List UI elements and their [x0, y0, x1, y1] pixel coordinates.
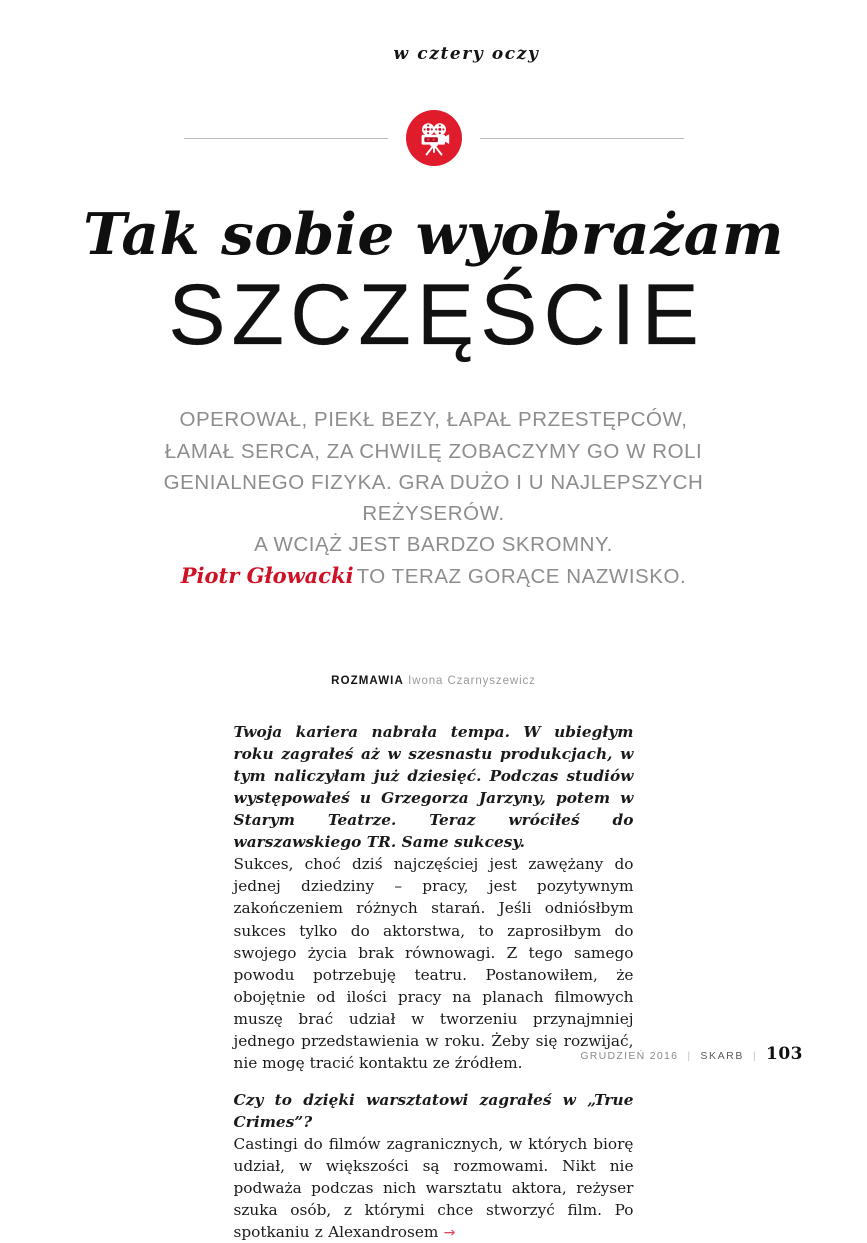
deck-line-5-rest: TO TERAZ GORĄCE NAZWISKO. [356, 565, 687, 589]
icon-divider-row [184, 110, 684, 166]
divider-rule-right [480, 138, 684, 139]
interview-question-1: Twoja kariera nabrała tempa. W ubiegłym roku zagrałeś aż w szesnastu produkcjach, w tym naliczyłam już dziesięć. Podczas studiów występowałeś u Grzegorza Jarzyny, potem w Starym Teatrze. Teraz wróciłeś do warszawskiego TR. Same sukcesy. [233, 723, 634, 852]
deck-line-1: OPEROWAŁ, PIEKŁ BEZY, ŁAPAŁ PRZESTĘPCÓW, [179, 408, 688, 432]
paragraph-gap [234, 1074, 634, 1089]
headline-script-line: Tak sobie wyobrażam [83, 201, 784, 268]
running-head: w cztery oczy [393, 44, 540, 64]
byline-label: ROZMAWIA [331, 675, 404, 688]
byline [331, 675, 536, 687]
deck-line-3: GENIALNEGO FIZYKA. GRA DUŻO I U NAJLEPSZYCH REŻYSERÓW. [163, 470, 704, 525]
deck-line-4: A WCIĄŻ JEST BARDZO SKROMNY. [254, 533, 613, 557]
interview-answer-2 [234, 1133, 634, 1243]
deck-line-2: ŁAMAŁ SERCA, ZA CHWILĘ ZOBACZYMY GO W ROLI [164, 439, 703, 463]
interview-question-2: Czy to dzięki warsztatowi zagrałeś w „True Crimes”? [233, 1090, 634, 1131]
deck-standfirst [124, 404, 744, 592]
footer-issue-date: GRUDZIEŃ 2016 [580, 1050, 679, 1062]
footer-separator-1: | [687, 1050, 692, 1062]
byline-author: Iwona Czarnyszewicz [408, 675, 536, 688]
deck-line-5 [124, 560, 744, 592]
footer-page-number: 103 [766, 1044, 803, 1064]
footer-brand: SKARB [700, 1050, 744, 1062]
subject-name-highlight: Piotr Głowacki [180, 563, 354, 589]
headline-display-word: SZCZĘŚCIE [168, 267, 705, 364]
page-footer [580, 1044, 803, 1064]
article-body [234, 721, 634, 1243]
interview-answer-2-text: Castingi do filmów zagranicznych, w których biorę udział, w większości są rozmowami. Nikt nie podważa podczas nich warsztatu aktora, reżyser szuka osób, z którymi chce stworzyć film. Po spotkaniu z Alexandrosem [233, 1134, 634, 1241]
divider-rule-left [184, 138, 388, 139]
footer-separator-2: | [752, 1050, 757, 1062]
interview-answer-1: Sukces, choć dziś najczęściej jest zawężany do jednej dziedziny – pracy, jest pozytywnym zakończeniem różnych starań. Jeśli odniósłbym sukces tylko do aktorstwa, to zaprosiłbym do swojego życia brak równowagi. Z tego samego powodu potrzebuję teatru. Postanowiłem, że obojętnie od ilości pracy na planach filmowych muszę brać udział w tworzeniu przynajmniej jednego przedstawienia w roku. Żeby się rozwijać, nie mogę tracić kontaktu ze źródłem. [233, 855, 634, 1072]
continuation-arrow-icon: → [443, 1224, 456, 1241]
movie-camera-icon [406, 110, 462, 166]
